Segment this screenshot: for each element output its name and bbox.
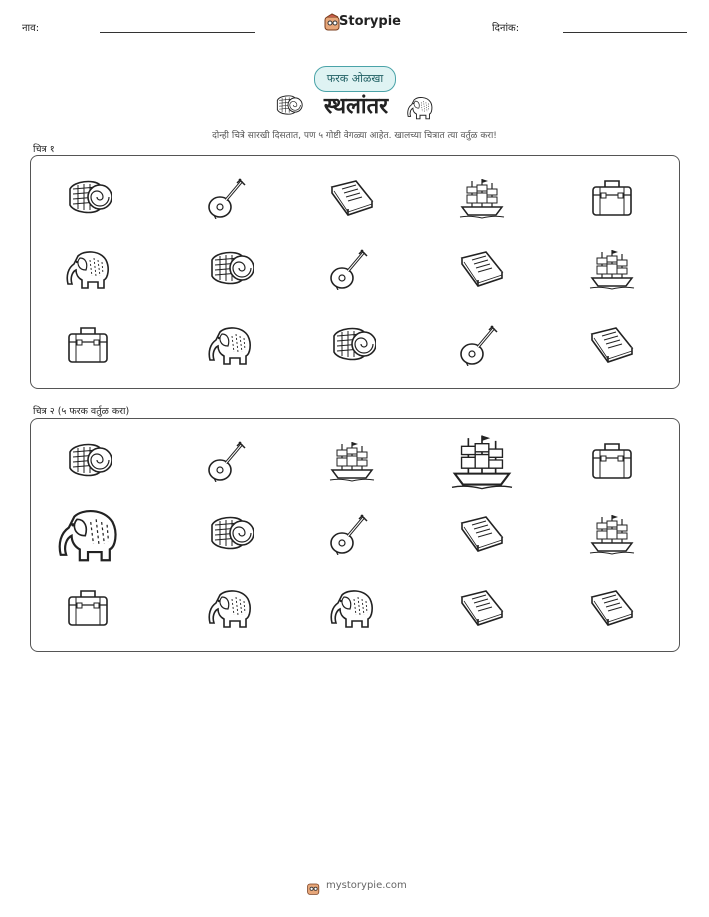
- picture1-sitar-icon[interactable]: [458, 322, 506, 366]
- picture2-suitcase-icon[interactable]: [588, 438, 636, 482]
- picture2-ship-icon[interactable]: [588, 511, 636, 555]
- footer-logo-icon: [306, 880, 322, 896]
- picture2-label: चित्र २ (५ फरक वर्तुळ करा): [33, 406, 130, 417]
- picture1-suitcase-icon[interactable]: [588, 175, 636, 219]
- picture1-label: चित्र १: [33, 144, 55, 155]
- picture2-book-icon[interactable]: [588, 585, 636, 629]
- name-line: [100, 32, 255, 33]
- picture1-ship-icon[interactable]: [588, 246, 636, 290]
- footer-url: mystorypie.com: [326, 880, 407, 891]
- picture1-elephant-icon[interactable]: [206, 322, 254, 366]
- picture1-suitcase-icon[interactable]: [64, 322, 112, 366]
- picture2-mat-roll-icon[interactable]: [206, 511, 254, 555]
- picture2-ship-icon[interactable]: [328, 438, 376, 482]
- picture1-sitar-icon[interactable]: [206, 175, 254, 219]
- name-label: नाव:: [22, 23, 40, 34]
- elephant-icon: [404, 94, 436, 120]
- picture1-ship-icon[interactable]: [458, 175, 506, 219]
- picture2-elephant-icon[interactable]: [206, 585, 254, 629]
- instruction: दोन्ही चित्रे सारखी दिसतात, पण ५ गोष्टी वेगळ्या आहेत. खालच्या चित्रात त्या वर्तुळ करा!: [212, 131, 497, 141]
- picture2-elephant-icon[interactable]: [55, 503, 121, 563]
- picture2-sitar-icon[interactable]: [206, 438, 254, 482]
- date-line: [563, 32, 687, 33]
- picture1-book-icon[interactable]: [328, 175, 376, 219]
- picture1-mat-roll-icon[interactable]: [206, 246, 254, 290]
- picture1-elephant-icon[interactable]: [64, 246, 112, 290]
- picture1-sitar-icon[interactable]: [328, 246, 376, 290]
- picture2-mat-roll-icon[interactable]: [64, 438, 112, 482]
- picture2-suitcase-icon[interactable]: [64, 585, 112, 629]
- brand-name: Storypie: [339, 14, 401, 29]
- picture2-ship-icon[interactable]: [449, 430, 515, 490]
- picture2-book-icon[interactable]: [458, 511, 506, 555]
- picture1-book-icon[interactable]: [588, 322, 636, 366]
- badge: फरक ओळखा: [314, 66, 396, 92]
- date-label: दिनांक:: [492, 23, 520, 34]
- picture1-mat-roll-icon[interactable]: [64, 175, 112, 219]
- picture2-sitar-icon[interactable]: [328, 511, 376, 555]
- picture1-book-icon[interactable]: [458, 246, 506, 290]
- picture2-elephant-icon[interactable]: [328, 585, 376, 629]
- mat-roll-icon: [272, 92, 304, 118]
- picture2-book-icon[interactable]: [458, 585, 506, 629]
- picture1-mat-roll-icon[interactable]: [328, 322, 376, 366]
- page-title: स्थलांतर: [323, 94, 389, 119]
